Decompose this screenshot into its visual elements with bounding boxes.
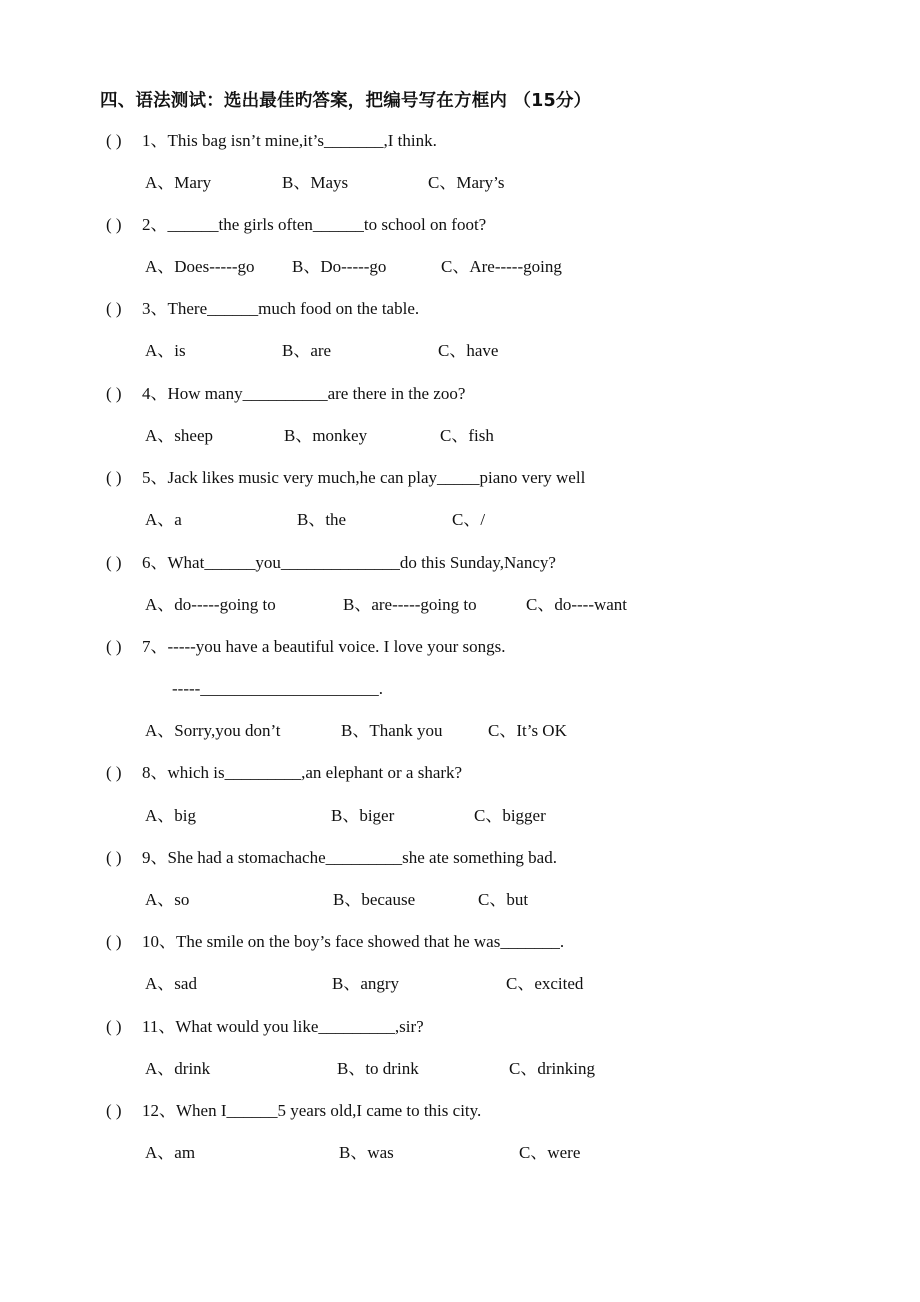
question-stem: 12、When I______5 years old,I came to this city.: [142, 1101, 482, 1120]
question-stem: 4、How many__________are there in the zoo?: [142, 384, 466, 403]
option-b: B、Mays: [282, 173, 349, 192]
option-b: B、are: [282, 341, 332, 360]
answer-bracket[interactable]: ( ): [106, 1017, 122, 1036]
question-stem: 6、What______you______________do this Sunday,Nancy?: [142, 553, 556, 572]
answer-bracket[interactable]: ( ): [106, 384, 122, 403]
options-5: [145, 509, 785, 531]
option-b: B、to drink: [337, 1059, 419, 1078]
options-2: [145, 256, 785, 278]
question-7: [106, 636, 506, 658]
option-b: B、Thank you: [341, 721, 443, 740]
option-a: A、am: [145, 1143, 196, 1162]
question-7-reply-line: -----_____________________.: [172, 679, 384, 698]
option-a: A、so: [145, 890, 190, 909]
section-heading: 四、语法测试：选出最佳旳答案，把编号写在方框内 （15分）: [100, 91, 592, 111]
question-stem: 5、Jack likes music very much,he can play_____piano very well: [142, 468, 586, 487]
answer-bracket[interactable]: ( ): [106, 553, 122, 572]
question-stem: 10、The smile on the boy’s face showed that he was_______.: [142, 932, 565, 951]
options-11: [145, 1058, 785, 1080]
option-c: C、bigger: [474, 806, 546, 825]
option-a: A、big: [145, 806, 196, 825]
question-6: [106, 552, 556, 574]
question-3: [106, 298, 419, 320]
option-a: A、Mary: [145, 173, 212, 192]
question-stem: 2、______the girls often______to school on foot?: [142, 215, 487, 234]
option-a: A、sad: [145, 974, 197, 993]
option-c: C、but: [478, 890, 529, 909]
answer-bracket[interactable]: ( ): [106, 299, 122, 318]
option-c: C、were: [519, 1143, 581, 1162]
option-c: C、Are-----going: [441, 257, 562, 276]
question-stem: 7、-----you have a beautiful voice. I love your songs.: [142, 637, 506, 656]
option-c: C、fish: [440, 426, 494, 445]
options-6: [145, 594, 785, 616]
question-4: [106, 383, 465, 405]
options-7: [145, 720, 785, 742]
answer-bracket[interactable]: ( ): [106, 1101, 122, 1120]
option-b: B、because: [333, 890, 416, 909]
answer-bracket[interactable]: ( ): [106, 215, 122, 234]
option-b: B、are-----going to: [343, 595, 477, 614]
option-b: B、biger: [331, 806, 395, 825]
question-5: [106, 467, 585, 489]
option-b: B、monkey: [284, 426, 368, 445]
question-1: [106, 130, 437, 152]
question-stem: 9、She had a stomachache_________she ate something bad.: [142, 848, 557, 867]
option-b: B、the: [297, 510, 347, 529]
question-stem: 3、There______much food on the table.: [142, 299, 420, 318]
options-12: [145, 1142, 785, 1164]
answer-bracket[interactable]: ( ): [106, 763, 122, 782]
options-3: [145, 340, 785, 362]
option-a: A、sheep: [145, 426, 213, 445]
option-c: C、Mary’s: [428, 173, 505, 192]
option-a: A、Does-----go: [145, 257, 255, 276]
question-stem: 8、which is_________,an elephant or a shark?: [142, 763, 463, 782]
option-a: A、do-----going to: [145, 595, 276, 614]
option-a: A、drink: [145, 1059, 211, 1078]
answer-bracket[interactable]: ( ): [106, 468, 122, 487]
option-c: C、have: [438, 341, 499, 360]
options-10: [145, 973, 785, 995]
question-10: [106, 931, 564, 953]
answer-bracket[interactable]: ( ): [106, 131, 122, 150]
question-stem: 1、This bag isn’t mine,it’s_______,I think.: [142, 131, 437, 150]
options-8: [145, 805, 785, 827]
options-9: [145, 889, 785, 911]
answer-bracket[interactable]: ( ): [106, 637, 122, 656]
option-c: C、do----want: [526, 595, 628, 614]
question-9: [106, 847, 557, 869]
question-stem: 11、What would you like_________,sir?: [142, 1017, 424, 1036]
question-2: [106, 214, 486, 236]
option-c: C、It’s OK: [488, 721, 567, 740]
answer-bracket[interactable]: ( ): [106, 932, 122, 951]
question-12: [106, 1100, 481, 1122]
option-c: C、excited: [506, 974, 584, 993]
option-a: A、a: [145, 510, 182, 529]
option-b: B、was: [339, 1143, 394, 1162]
options-4: [145, 425, 785, 447]
option-b: B、Do-----go: [292, 257, 387, 276]
options-1: [145, 172, 785, 194]
option-a: A、is: [145, 341, 186, 360]
option-c: C、/: [452, 510, 486, 529]
option-b: B、angry: [332, 974, 400, 993]
question-11: [106, 1016, 424, 1038]
option-c: C、drinking: [509, 1059, 595, 1078]
option-a: A、Sorry,you don’t: [145, 721, 281, 740]
question-8: [106, 762, 462, 784]
answer-bracket[interactable]: ( ): [106, 848, 122, 867]
